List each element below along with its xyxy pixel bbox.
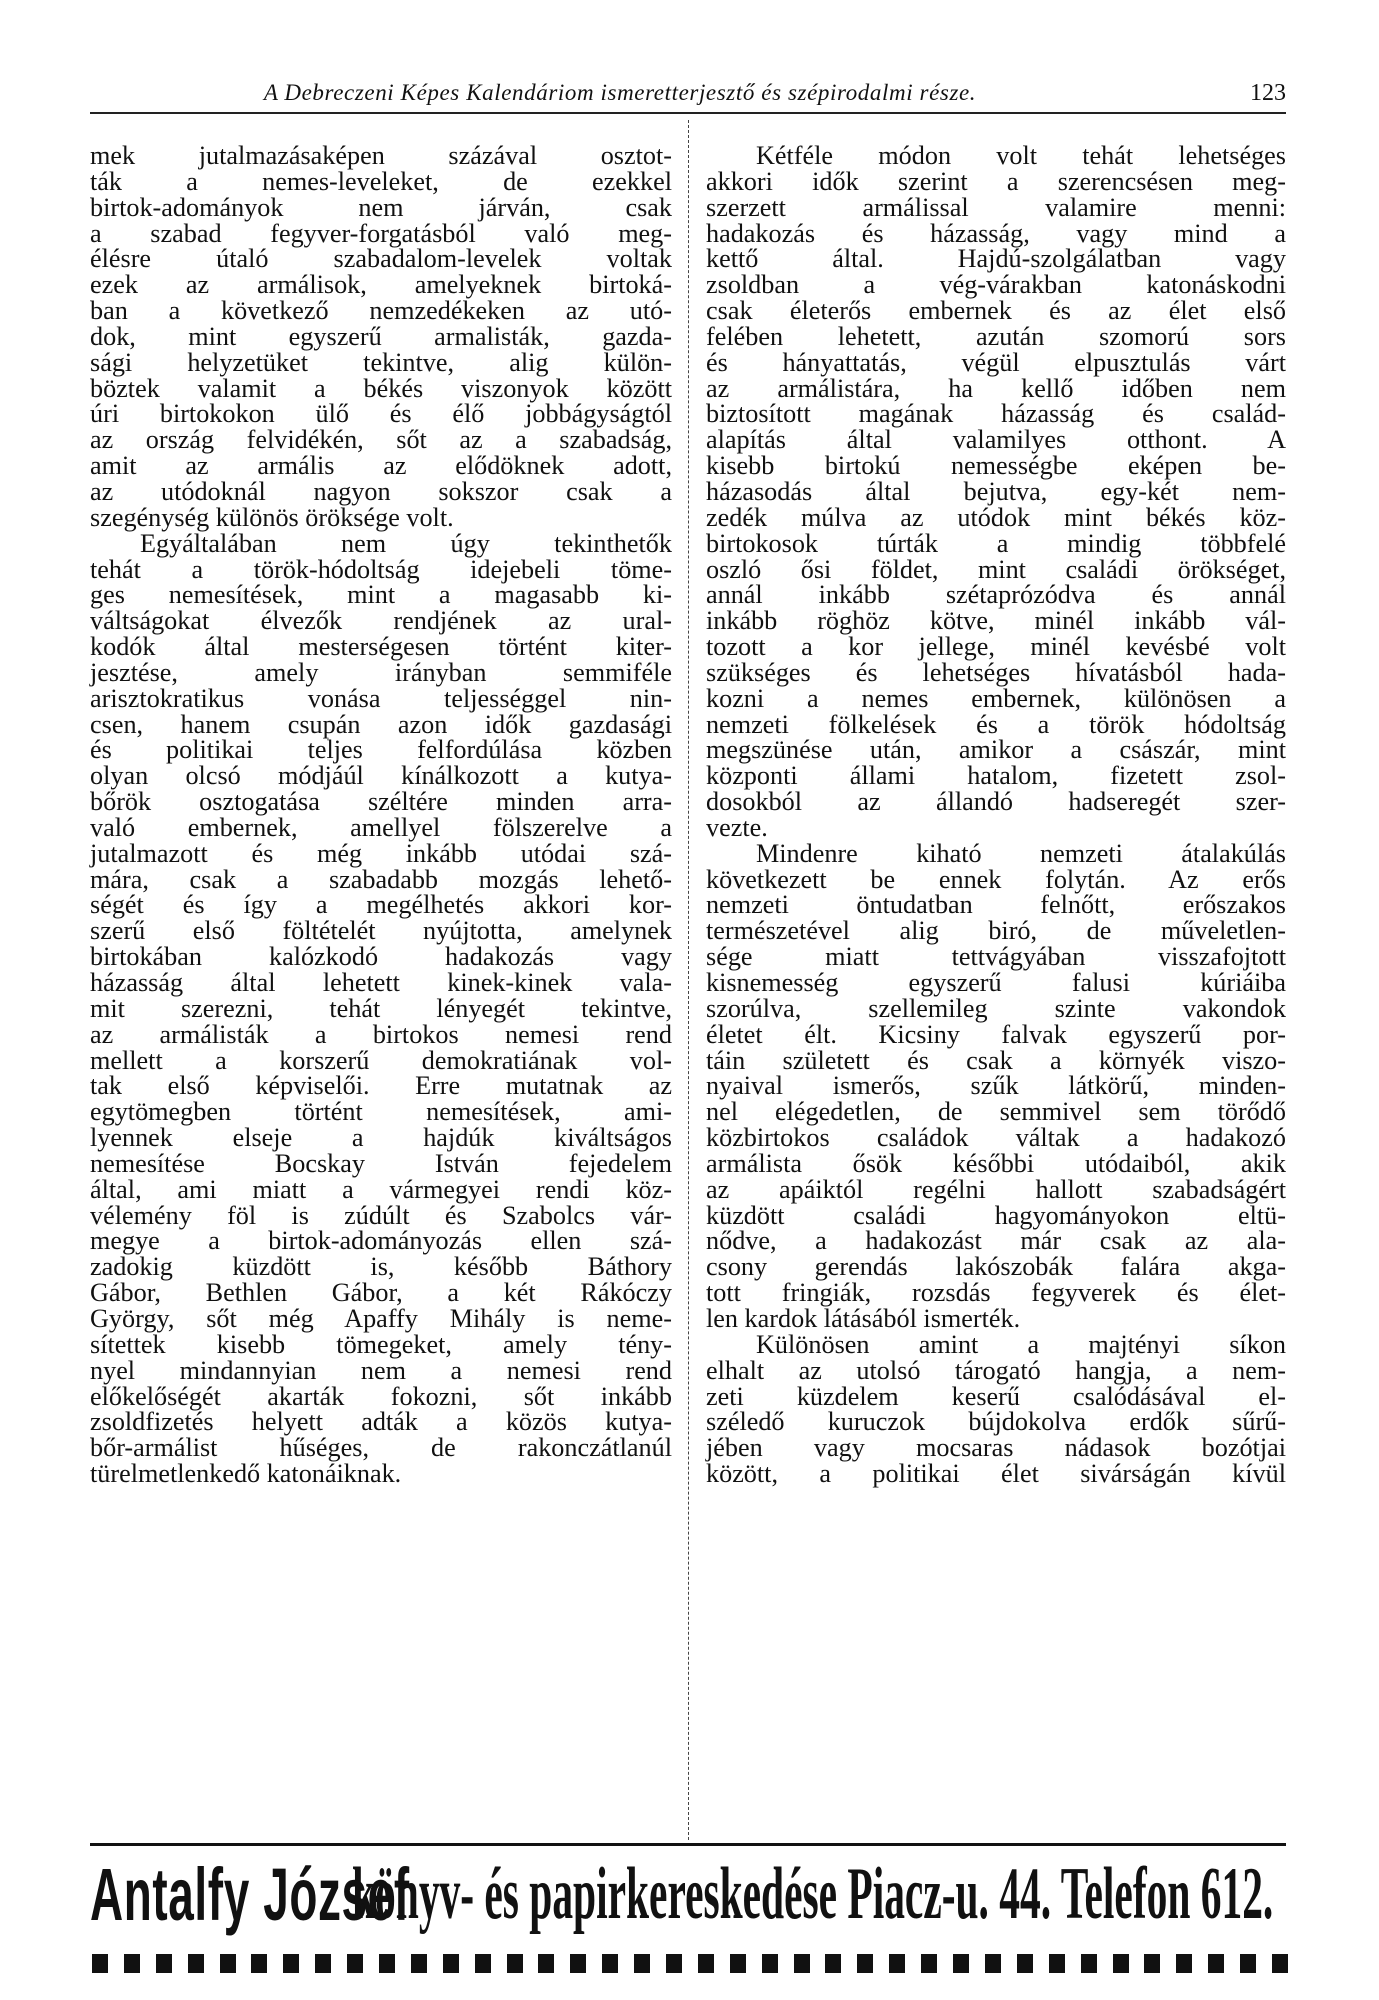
square-ornament [1017,1954,1033,1973]
text-line: amit az armális az elődöknek adott, [90,451,672,481]
text-line: élésre útaló szabadalom-levelek voltak [90,244,672,274]
square-ornament [507,1954,523,1973]
square-ornament [411,1954,427,1973]
text-line: által, ami miatt a vármegyei rendi köz- [90,1174,672,1204]
text-line: György, sőt még Apaffy Mihály is neme- [90,1303,672,1333]
square-ornament [475,1954,491,1973]
header-rule [90,112,1286,114]
text-line: ges nemesítések, mint a magasabb ki- [90,580,672,610]
text-line: ban a következő nemzedékeken az utó- [90,296,672,326]
text-line: az armálisták a birtokos nemesi rend [90,1019,672,1049]
square-ornament [666,1954,682,1973]
square-ornament [762,1954,778,1973]
text-line: szükséges és lehetséges hívatásból hada- [706,657,1286,687]
text-line: zeti küzdelem keserű csalódásával el- [706,1381,1286,1411]
text-line: megszünése után, amikor a császár, mint [706,735,1286,765]
text-line: csen, hanem csupán azon idők gazdasági [90,709,672,739]
text-line: tozott a kor jellege, minél kevésbé volt [706,632,1286,662]
text-line: szorúlva, szellemileg szinte vakondok [706,993,1286,1023]
text-line: elhalt az utolsó tárogató hangja, a nem- [706,1355,1286,1385]
text-line: váltságokat élvezők rendjének az ural- [90,606,672,636]
square-ornament [1113,1954,1129,1973]
square-ornament [1049,1954,1065,1973]
text-line: dosokból az állandó hadseregét szer- [706,787,1286,817]
text-line: szegénység különös öröksége volt. [90,502,454,532]
text-line: életet élt. Kicsiny falvak egyszerű por- [706,1019,1286,1049]
text-line: jesztése, amely irányban semmiféle [90,657,672,687]
text-line: küzdött családi hagyományokon eltü- [706,1200,1286,1230]
square-ornament [379,1954,395,1973]
text-line: nel elégedetlen, de semmivel sem törődő [706,1097,1286,1127]
text-line: természetével alig biró, de műveletlen- [706,916,1286,946]
text-line: mit szerezni, tehát lényegét tekintve, [90,993,672,1023]
text-line: a szabad fegyver-forgatásból való meg- [90,218,672,248]
text-line: egytömegben történt nemesítések, ami- [90,1097,672,1127]
text-line: előkelőségét akarták fokozni, sőt inkább [90,1381,672,1411]
text-line: dok, mint egyszerű armalisták, gazda- [90,321,672,351]
text-line: úri birtokokon ülő és élő jobbágyságtól [90,399,672,429]
square-ornament [124,1954,140,1973]
text-line: kozni a nemes embernek, különösen a [706,683,1286,713]
square-ornament [188,1954,204,1973]
square-ornament [538,1954,554,1973]
square-ornament [251,1954,267,1973]
text-line: az armálistára, ha kellő időben nem [706,373,1286,403]
square-ornament [1081,1954,1097,1973]
text-line: közbirtokos családok váltak a hadakozó [706,1123,1286,1153]
square-ornament [634,1954,650,1973]
text-line: Kétféle módon volt tehát lehetséges [756,141,1286,170]
text-line: jében vagy mocsaras nádasok bozótjai [706,1433,1286,1463]
text-line: kisebb birtokú nemességbe eképen be- [706,451,1286,481]
text-line: Gábor, Bethlen Gábor, a két Rákóczy [90,1278,672,1308]
square-ornament [953,1954,969,1973]
right-column [706,143,1286,1487]
text-line: az utódoknál nagyon sokszor csak a [90,476,672,506]
square-ornament [1208,1954,1224,1973]
square-ornament [730,1954,746,1973]
text-line: kettő által. Hajdú-szolgálatban vagy [706,244,1286,274]
text-line: olyan olcsó módjáúl kínálkozott a kutya- [90,761,672,791]
text-line: hadakozás és házasság, vagy mind a [706,218,1286,248]
text-line: ezek az armálisok, amelyeknek birtoká- [90,270,672,300]
text-line: zsoldban a vég-várakban katonáskodni [706,270,1286,300]
square-ornament [794,1954,810,1973]
text-line: birtokában kalózkodó hadakozás vagy [90,942,672,972]
text-line: nyaival ismerős, szűk látkörű, minden- [706,1071,1286,1101]
text-line: vezte. [706,812,768,842]
square-ornament [1176,1954,1192,1973]
text-line: zedék múlva az utódok mint békés köz- [706,502,1286,532]
square-ornament [857,1954,873,1973]
text-line: armálista ősök későbbi utódaiból, akik [706,1148,1286,1178]
advertisement-text: könyv- és papirkereskedése Piacz-u. 44. Telefon 612. [352,1853,1274,1935]
text-line: nyel mindannyian nem a nemesi rend [90,1355,672,1385]
square-ornament [921,1954,937,1973]
text-line: oszló ősi földet, mint családi örökséget, [706,554,1286,584]
decorative-square-border [92,1954,1288,1976]
text-line: akkori idők szerint a szerencsésen meg- [706,166,1286,196]
text-line: inkább röghöz kötve, minél inkább vál- [706,606,1286,636]
text-line: birtokosok túrták a mindig többfelé [706,528,1286,558]
text-line: és politikai teljes felfordúlása közben [90,735,672,765]
running-title: A Debreczeni Képes Kalendáriom ismeretterjesztő és szépirodalmi része. [263,80,977,105]
text-line: felében lehetett, azután szomorú sors [706,321,1286,351]
text-line: zadokig küzdött is, később Báthory [90,1252,672,1282]
text-line: alapítás által valamilyes otthont. A [706,425,1286,455]
text-line: házasság által lehetett kinek-kinek vala- [90,968,672,997]
text-line: kisnemesség egyszerű falusi kúriáiba [706,968,1286,997]
square-ornament [985,1954,1001,1973]
left-column [90,143,672,1487]
text-line: való embernek, amellyel fölszerelve a [90,812,672,842]
square-ornament [347,1954,363,1973]
square-ornament [825,1954,841,1973]
text-line: Mindenre kiható nemzeti átalakúlás [756,838,1286,868]
text-line: csony gerendás lakószobák falára akga- [706,1252,1286,1282]
square-ornament [156,1954,172,1973]
text-line: megye a birtok-adományozás ellen szá- [90,1226,672,1256]
square-ornament [220,1954,236,1973]
text-line: annál inkább szétaprózódva és annál [706,580,1286,610]
text-line: ségét és így a megélhetés akkori kor- [90,890,672,920]
text-line: szerű első föltételét nyújtotta, amelynek [90,916,672,946]
text-line: arisztokratikus vonása teljességgel nin- [90,683,672,713]
text-line: központi állami hatalom, fizetett zsol- [706,761,1286,791]
text-line: táin született és csak a környék viszo- [706,1045,1286,1075]
text-line: böztek valamit a békés viszonyok között [90,373,672,403]
text-line: az ország felvidékén, sőt az a szabadság, [90,425,672,455]
text-line: tak első képviselői. Erre mutatnak az [90,1071,672,1101]
footer-rule [90,1843,1286,1846]
square-ornament [315,1954,331,1973]
text-line: zsoldfizetés helyett adták a közös kutya- [90,1407,672,1437]
text-line: biztosított magának házasság és család- [706,399,1286,429]
text-line: sági helyzetüket tekintve, alig külön- [90,347,672,377]
square-ornament [889,1954,905,1973]
text-line: mellett a korszerű demokratiának vol- [90,1045,672,1075]
square-ornament [1240,1954,1256,1973]
text-line: kodók által mesterségesen történt kiter- [90,632,672,662]
text-line: között, a politikai élet sivárságán kívül [706,1459,1286,1489]
square-ornament [1272,1954,1288,1973]
text-line: az apáiktól regélni hallott szabadságért [706,1174,1286,1204]
text-line: Különösen amint a majtényi síkon [756,1329,1286,1359]
text-line: tott fringiák, rozsdás fegyverek és élet- [706,1278,1286,1308]
running-head [90,74,1286,110]
text-line: len kardok látásából ismerték. [706,1303,1021,1333]
text-line: vélemény föl is zúdúlt és Szabolcs vár- [90,1200,672,1230]
text-line: bőr-armálist hűséges, de rakonczátlanúl [90,1433,672,1463]
square-ornament [1144,1954,1160,1973]
text-line: tehát a török-hódoltság idejebeli töme- [90,554,672,584]
text-line: Egyáltalában nem úgy tekinthetők [140,528,672,558]
square-ornament [283,1954,299,1973]
square-ornament [570,1954,586,1973]
text-line: nődve, a hadakozást már csak az ala- [706,1226,1286,1256]
text-line: sége miatt tettvágyában visszafojtott [706,942,1286,972]
advertiser-name: Antalfy József [90,1853,410,1936]
column-divider [688,120,689,1840]
text-line: következett be ennek folytán. Az erős [706,864,1286,894]
text-line: ták a nemes-leveleket, de ezekkel [90,166,672,196]
square-ornament [602,1954,618,1973]
text-line: nemesítése Bocskay István fejedelem [90,1148,672,1178]
text-line: házasodás által bejutva, egy-két nem- [706,476,1286,506]
square-ornament [92,1954,108,1973]
text-line: mek jutalmazásaképen százával osztot- [90,141,672,170]
page-number: 123 [1250,80,1286,106]
square-ornament [443,1954,459,1973]
advertisement-banner [90,1853,1290,1942]
text-line: jutalmazott és még inkább utódai szá- [90,838,672,868]
square-ornament [698,1954,714,1973]
text-line: birtok-adományok nem járván, csak [90,192,672,222]
text-line: széledő kuruczok bújdokolva erdők sűrű- [706,1407,1286,1437]
text-line: sítettek kisebb tömegeket, amely tény- [90,1329,672,1359]
text-line: nemzeti öntudatban felnőtt, erőszakos [706,890,1286,920]
text-line: nemzeti fölkelések és a török hódoltság [706,709,1286,739]
text-line: lyennek elseje a hajdúk kiváltságos [90,1123,672,1153]
text-line: csak életerős embernek és az élet első [706,296,1286,326]
text-line: mára, csak a szabadabb mozgás lehető- [90,864,672,894]
text-line: szerzett armálissal valamire menni: [706,192,1286,222]
text-line: türelmetlenkedő katonáiknak. [90,1459,402,1489]
text-line: bőrök osztogatása széltére minden arra- [90,787,672,817]
text-line: és hányattatás, végül elpusztulás várt [706,347,1286,377]
